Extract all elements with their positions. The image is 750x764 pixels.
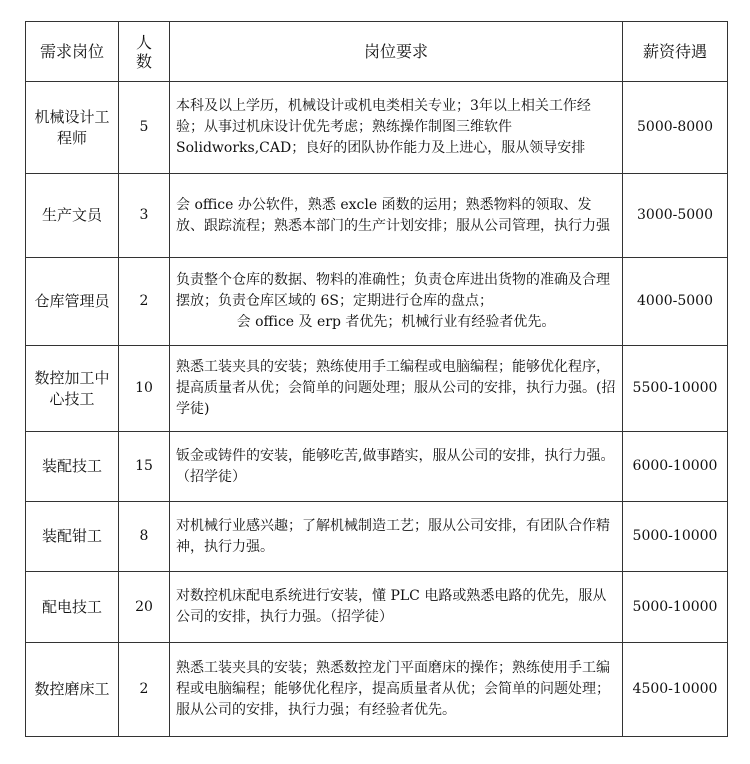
position-cell: 仓库管理员 [26, 258, 119, 346]
position-cell: 生产文员 [26, 174, 119, 258]
position-cell: 装配钳工 [26, 502, 119, 572]
requirements-cell: 对机械行业感兴趣；了解机械制造工艺；服从公司安排，有团队合作精神，执行力强。 [170, 502, 623, 572]
salary-cell: 5000-10000 [623, 502, 728, 572]
salary-cell: 5000-8000 [623, 82, 728, 174]
count-cell: 5 [119, 82, 170, 174]
table-row [26, 502, 728, 572]
salary-cell: 5000-10000 [623, 572, 728, 643]
table-row [26, 346, 728, 432]
header-position: 需求岗位 [26, 22, 119, 82]
count-cell: 2 [119, 258, 170, 346]
position-cell: 数控磨床工 [26, 643, 119, 737]
position-cell: 配电技工 [26, 572, 119, 643]
count-cell: 20 [119, 572, 170, 643]
count-cell: 3 [119, 174, 170, 258]
table-row [26, 572, 728, 643]
table-row [26, 432, 728, 502]
requirements-cell: 对数控机床配电系统进行安装，懂 PLC 电路或熟悉电路的优先，服从公司的安排，执行力强。（招学徒） [170, 572, 623, 643]
table-row [26, 258, 728, 346]
salary-cell: 3000-5000 [623, 174, 728, 258]
job-table [25, 21, 728, 737]
requirements-cell: 熟悉工装夹具的安装；熟练使用手工编程或电脑编程；能够优化程序，提高质量者从优；会简单的问题处理；服从公司的安排，执行力强。(招学徒) [170, 346, 623, 432]
count-cell: 15 [119, 432, 170, 502]
requirements-text: 负责整个仓库的数据、物料的准确性；负责仓库进出货物的准确及合理摆放；负责仓库区域的 6S；定期进行仓库的盘点； [176, 272, 610, 309]
table-header-row [26, 22, 728, 82]
table-row [26, 82, 728, 174]
count-cell: 2 [119, 643, 170, 737]
count-cell: 10 [119, 346, 170, 432]
table-row [26, 643, 728, 737]
salary-cell: 4500-10000 [623, 643, 728, 737]
requirements-extra-text: 会 office 及 erp 者优先；机械行业有经验者优先。 [236, 314, 556, 330]
count-cell: 8 [119, 502, 170, 572]
salary-cell: 6000-10000 [623, 432, 728, 502]
header-requirements: 岗位要求 [170, 22, 623, 82]
position-cell: 机械设计工程师 [26, 82, 119, 174]
salary-cell: 5500-10000 [623, 346, 728, 432]
requirements-cell: 本科及以上学历，机械设计或机电类相关专业；3年以上相关工作经验；从事过机床设计优先考虑；熟练操作制图三维软件 Solidworks,CAD；良好的团队协作能力及上进心，服从领导安排 [170, 82, 623, 174]
header-salary: 薪资待遇 [623, 22, 728, 82]
requirements-cell [170, 258, 623, 346]
salary-cell: 4000-5000 [623, 258, 728, 346]
position-cell: 数控加工中心技工 [26, 346, 119, 432]
position-cell: 装配技工 [26, 432, 119, 502]
requirements-cell: 钣金或铸件的安装，能够吃苦,做事踏实，服从公司的安排，执行力强。（招学徒） [170, 432, 623, 502]
requirements-cell: 会 office 办公软件，熟悉 excle 函数的运用；熟悉物料的领取、发放、跟踪流程；熟悉本部门的生产计划安排；服从公司管理，执行力强 [170, 174, 623, 258]
requirements-cell: 熟悉工装夹具的安装；熟悉数控龙门平面磨床的操作；熟练使用手工编程或电脑编程；能够优化程序，提高质量者从优；会简单的问题处理；服从公司的安排，执行力强；有经验者优先。 [170, 643, 623, 737]
header-count: 人数 [119, 22, 170, 82]
table-row [26, 174, 728, 258]
